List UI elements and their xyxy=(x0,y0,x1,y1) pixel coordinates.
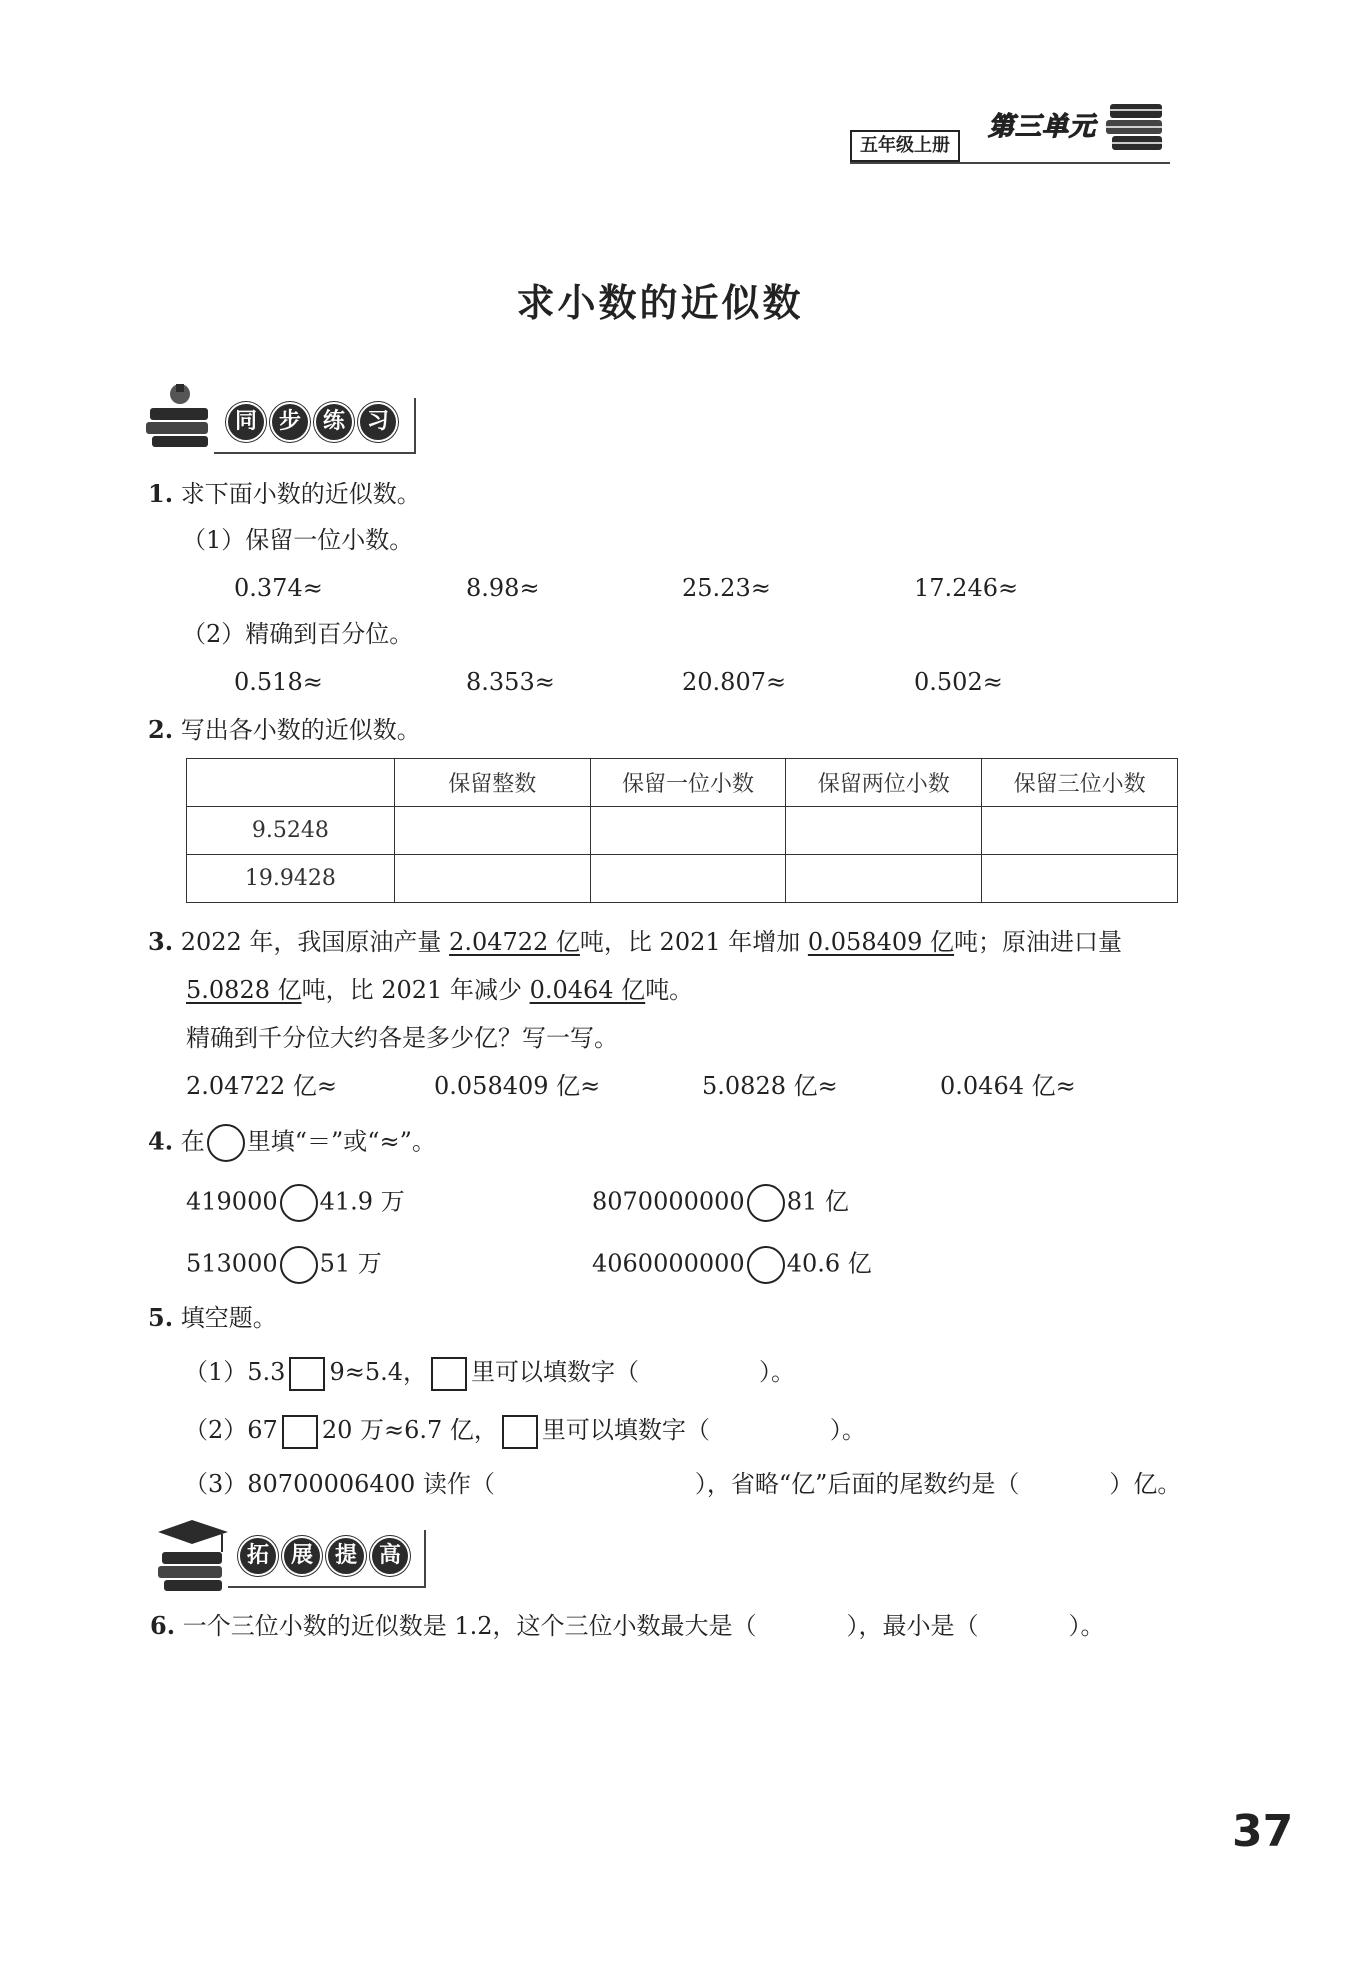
q5-text: （1）5.3 xyxy=(184,1358,286,1386)
q5-text: ）亿。 xyxy=(1109,1470,1182,1498)
badge-char: 提 xyxy=(326,1536,366,1576)
q3-text: 2022 年，我国原油产量 xyxy=(180,928,450,956)
q3-text: 吨。 xyxy=(645,976,694,1004)
section-badge-extend xyxy=(238,1536,410,1576)
question-text: 在 xyxy=(180,1127,205,1156)
table-header: 保留两位小数 xyxy=(786,759,982,807)
question-4 xyxy=(148,1124,436,1162)
answer-cell[interactable] xyxy=(590,807,786,855)
answer-cell[interactable] xyxy=(786,855,982,903)
q3-text: 吨，比 2021 年增加 xyxy=(579,928,808,956)
circle-blank[interactable] xyxy=(747,1184,785,1222)
q5-sub2 xyxy=(184,1414,866,1449)
circle-blank xyxy=(207,1124,245,1162)
q4-right: 40.6 亿 xyxy=(786,1249,872,1278)
question-text: 填空题。 xyxy=(180,1304,277,1332)
question-number: 3. xyxy=(148,927,174,956)
books-lamp-icon xyxy=(142,380,222,450)
q4-left: 513000 xyxy=(186,1249,278,1278)
q5-text: 里可以填数字（ xyxy=(541,1416,710,1444)
q5-text: ）。 xyxy=(758,1358,795,1386)
square-blank[interactable] xyxy=(289,1357,325,1391)
q5-text: 20 万≈6.7 亿， xyxy=(321,1416,498,1444)
page-number: 37 xyxy=(1232,1806,1294,1857)
table-row xyxy=(187,855,1178,903)
q1-item: 8.353≈ xyxy=(466,668,555,696)
q4-right: 81 亿 xyxy=(786,1187,849,1216)
badge-char: 习 xyxy=(358,402,398,442)
question-2 xyxy=(148,714,421,746)
badge-char: 拓 xyxy=(238,1536,278,1576)
square-blank[interactable] xyxy=(282,1415,318,1449)
circle-blank[interactable] xyxy=(280,1246,318,1284)
answer-cell[interactable] xyxy=(786,807,982,855)
q3-text: 吨，比 2021 年减少 xyxy=(301,976,530,1004)
question-number: 5. xyxy=(148,1303,174,1332)
square-blank xyxy=(431,1357,467,1391)
q1-part2-label: （2）精确到百分位。 xyxy=(182,620,414,648)
question-1 xyxy=(148,478,421,510)
books-icon xyxy=(1096,96,1176,166)
q4-right: 41.9 万 xyxy=(319,1187,405,1216)
circle-blank[interactable] xyxy=(280,1184,318,1222)
q4-left: 419000 xyxy=(186,1187,278,1216)
question-number: 6. xyxy=(150,1611,176,1640)
q3-item: 0.058409 亿≈ xyxy=(434,1072,601,1100)
section-badge-sync xyxy=(226,402,398,442)
q6-text: ），最小是（ xyxy=(846,1612,979,1640)
table-row xyxy=(187,807,1178,855)
table-header: 保留一位小数 xyxy=(590,759,786,807)
question-number: 1. xyxy=(148,479,174,508)
q5-text: ），省略“亿”后面的尾数约是（ xyxy=(694,1470,1020,1498)
q4-right: 51 万 xyxy=(319,1249,382,1278)
q5-sub1 xyxy=(184,1356,795,1391)
answer-cell[interactable] xyxy=(394,807,590,855)
badge-char: 展 xyxy=(282,1536,322,1576)
table-header-row xyxy=(187,759,1178,807)
q5-sub3 xyxy=(184,1468,1181,1500)
q3-value: 0.058409 亿 xyxy=(807,928,955,956)
badge-char: 同 xyxy=(226,402,266,442)
badge-char: 练 xyxy=(314,402,354,442)
question-text: 里填“＝”或“≈”。 xyxy=(246,1127,436,1156)
q5-text: 9≈5.4， xyxy=(329,1358,427,1386)
badge-char: 步 xyxy=(270,402,310,442)
grade-label: 五年级上册 xyxy=(850,130,960,162)
q4-left: 8070000000 xyxy=(592,1187,745,1216)
q1-item: 20.807≈ xyxy=(682,668,787,696)
q3-item: 2.04722 亿≈ xyxy=(186,1072,337,1100)
q1-item: 0.518≈ xyxy=(234,668,323,696)
circle-blank[interactable] xyxy=(747,1246,785,1284)
table-header: 保留整数 xyxy=(394,759,590,807)
q3-item: 0.0464 亿≈ xyxy=(940,1072,1076,1100)
q5-text: （2）67 xyxy=(184,1416,278,1444)
q1-item: 8.98≈ xyxy=(466,574,540,602)
page-title: 求小数的近似数 xyxy=(516,280,804,325)
q6-text: 一个三位小数的近似数是 1.2，这个三位小数最大是（ xyxy=(182,1612,757,1640)
answer-cell[interactable] xyxy=(590,855,786,903)
table-header xyxy=(187,759,395,807)
q5-text: 里可以填数字（ xyxy=(470,1358,639,1386)
table-cell: 19.9428 xyxy=(187,855,395,903)
answer-cell[interactable] xyxy=(394,855,590,903)
answer-table xyxy=(186,758,1178,903)
q4-item xyxy=(186,1184,405,1222)
q1-item: 0.502≈ xyxy=(914,668,1003,696)
q5-text: ）。 xyxy=(829,1416,866,1444)
q3-value: 2.04722 亿 xyxy=(449,928,580,956)
question-text: 求下面小数的近似数。 xyxy=(180,480,421,508)
question-3 xyxy=(148,926,1122,958)
question-number: 4. xyxy=(148,1126,174,1156)
answer-cell[interactable] xyxy=(982,807,1178,855)
table-header: 保留三位小数 xyxy=(982,759,1178,807)
q4-item xyxy=(592,1246,872,1284)
q5-text: （3）80700006400 读作（ xyxy=(184,1470,495,1498)
q1-part1-label: （1）保留一位小数。 xyxy=(182,526,414,554)
square-blank xyxy=(502,1415,538,1449)
question-text: 写出各小数的近似数。 xyxy=(180,716,421,744)
table-cell: 9.5248 xyxy=(187,807,395,855)
unit-label: 第三单元 xyxy=(988,112,1097,142)
question-6 xyxy=(150,1610,1105,1642)
badge-char: 高 xyxy=(370,1536,410,1576)
q3-instruction: 精确到千分位大约各是多少亿？写一写。 xyxy=(186,1024,618,1052)
q3-item: 5.0828 亿≈ xyxy=(702,1072,838,1100)
q4-item xyxy=(186,1246,382,1284)
answer-cell[interactable] xyxy=(982,855,1178,903)
header-rule xyxy=(850,162,1170,164)
q4-left: 4060000000 xyxy=(592,1249,745,1278)
q1-item: 0.374≈ xyxy=(234,574,323,602)
question-5 xyxy=(148,1302,277,1334)
question-number: 2. xyxy=(148,715,174,744)
q3-text: 吨；原油进口量 xyxy=(954,928,1123,956)
q4-item xyxy=(592,1184,849,1222)
q1-item: 17.246≈ xyxy=(914,574,1019,602)
graduation-cap-books-icon xyxy=(148,1518,238,1594)
q6-text: ）。 xyxy=(1068,1612,1105,1640)
q3-line2 xyxy=(186,974,693,1006)
q1-item: 25.23≈ xyxy=(682,574,771,602)
q3-value: 5.0828 亿 xyxy=(186,976,302,1004)
q3-value: 0.0464 亿 xyxy=(529,976,646,1004)
